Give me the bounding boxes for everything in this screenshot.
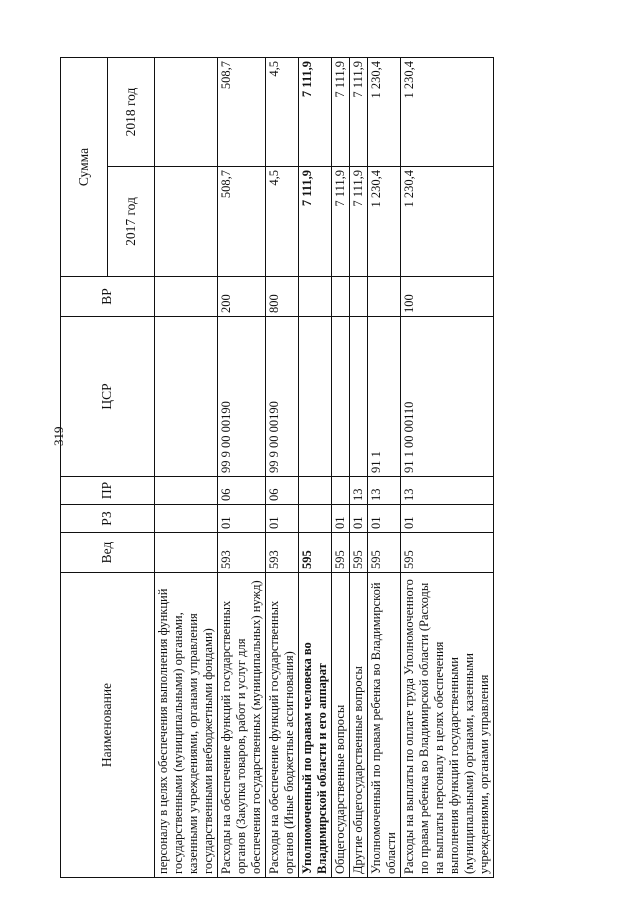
- row-2017: 508,7: [218, 167, 266, 277]
- row-2018: 7 111,9: [350, 57, 368, 166]
- row-rz: [155, 505, 218, 533]
- row-vr: 200: [218, 277, 266, 317]
- table-row: [368, 57, 401, 877]
- row-pr: 06: [218, 477, 266, 505]
- row-name: персоналу в целях обеспечения выполнения функций государственными (муниципальными) органами, казенными учреждениями, органами управления государственными внебюджетными фондами): [155, 573, 218, 878]
- row-ved: 595: [332, 533, 350, 573]
- table-row: [266, 57, 299, 877]
- row-name: Расходы на обеспечение функций государственных органов (Закупка товаров, работ и услуг для обеспечения государственных (муниципальных) нужд): [218, 573, 266, 878]
- row-ved: 595: [299, 533, 332, 573]
- row-ved: 593: [266, 533, 299, 573]
- header-2017: 2017 год: [108, 167, 155, 277]
- row-pr: [299, 477, 332, 505]
- row-pr: 13: [350, 477, 368, 505]
- row-2018: 508,7: [218, 57, 266, 166]
- row-rz: 01: [401, 505, 494, 533]
- row-csr: [299, 317, 332, 477]
- row-2017: 7 111,9: [332, 167, 350, 277]
- row-csr: 91 1: [368, 317, 401, 477]
- header-sum: Сумма: [61, 57, 108, 276]
- row-csr: [332, 317, 350, 477]
- row-rz: 01: [218, 505, 266, 533]
- row-name: Уполномоченный по правам человека во Владимирской области и его аппарат: [299, 573, 332, 878]
- header-row: [61, 57, 108, 877]
- page-number: 319: [51, 426, 66, 446]
- row-2017: 7 111,9: [299, 167, 332, 277]
- row-2018: 7 111,9: [299, 57, 332, 166]
- budget-table: [60, 57, 494, 878]
- row-rz: 01: [350, 505, 368, 533]
- row-2017: [155, 167, 218, 277]
- row-vr: [368, 277, 401, 317]
- header-pr: ПР: [61, 477, 155, 505]
- row-2018: 7 111,9: [332, 57, 350, 166]
- header-csr: ЦСР: [61, 317, 155, 477]
- row-rz: 01: [368, 505, 401, 533]
- row-pr: [155, 477, 218, 505]
- row-pr: 13: [368, 477, 401, 505]
- row-csr: 91 1 00 00110: [401, 317, 494, 477]
- row-ved: 593: [218, 533, 266, 573]
- row-2018: 1 230,4: [401, 57, 494, 166]
- header-vr: ВР: [61, 277, 155, 317]
- row-rz: 01: [332, 505, 350, 533]
- header-rz: РЗ: [61, 505, 155, 533]
- row-vr: 800: [266, 277, 299, 317]
- header-ved: Вед: [61, 533, 155, 573]
- row-csr: [350, 317, 368, 477]
- row-2018: 1 230,4: [368, 57, 401, 166]
- rotated-page: [60, 58, 600, 878]
- row-vr: [332, 277, 350, 317]
- row-2018: [155, 57, 218, 166]
- table-row-bold: [299, 57, 332, 877]
- row-ved: [155, 533, 218, 573]
- row-csr: 99 9 00 00190: [218, 317, 266, 477]
- table-row: [350, 57, 368, 877]
- row-vr: [155, 277, 218, 317]
- row-pr: 13: [401, 477, 494, 505]
- row-vr: [350, 277, 368, 317]
- row-rz: [299, 505, 332, 533]
- row-name: Уполномоченный по правам ребенка во Владимирской области: [368, 573, 401, 878]
- row-2017: 4,5: [266, 167, 299, 277]
- table-row: [218, 57, 266, 877]
- row-2018: 4,5: [266, 57, 299, 166]
- row-name: Другие общегосударственные вопросы: [350, 573, 368, 878]
- row-2017: 1 230,4: [368, 167, 401, 277]
- row-vr: [299, 277, 332, 317]
- row-vr: 100: [401, 277, 494, 317]
- header-2018: 2018 год: [108, 57, 155, 166]
- row-ved: 595: [350, 533, 368, 573]
- table-row: [155, 57, 218, 877]
- row-2017: 7 111,9: [350, 167, 368, 277]
- row-csr: 99 9 00 00190: [266, 317, 299, 477]
- row-name: Расходы на выплаты по оплате труда Уполномоченного по правам ребенка во Владимирской области (Расходы на выплаты персоналу в целях обеспечения выполнения функций государственными (муниципальными) органами, казенными учреждениями, органами управления: [401, 573, 494, 878]
- row-ved: 595: [401, 533, 494, 573]
- row-ved: 595: [368, 533, 401, 573]
- row-csr: [155, 317, 218, 477]
- row-name: Общегосударственные вопросы: [332, 573, 350, 878]
- row-pr: 06: [266, 477, 299, 505]
- row-2017: 1 230,4: [401, 167, 494, 277]
- row-name: Расходы на обеспечение функций государственных органов (Иные бюджетные ассигнования): [266, 573, 299, 878]
- header-name: Наименование: [61, 573, 155, 878]
- row-pr: [332, 477, 350, 505]
- row-rz: 01: [266, 505, 299, 533]
- table-row: [401, 57, 494, 877]
- table-row: [332, 57, 350, 877]
